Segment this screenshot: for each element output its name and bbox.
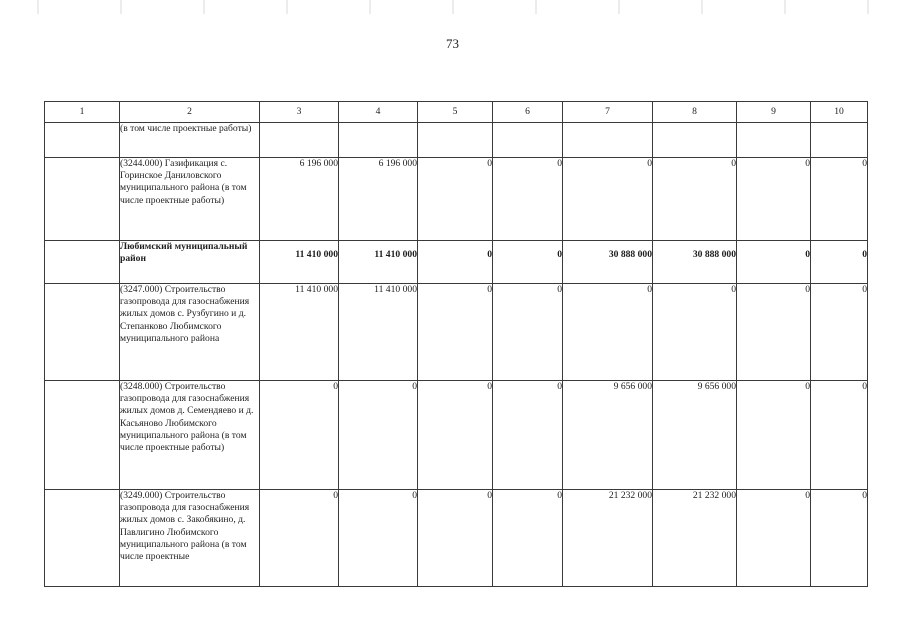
table-row-total xyxy=(45,241,868,284)
value-cell xyxy=(493,123,563,158)
table-row xyxy=(45,158,868,241)
value-cell: 0 xyxy=(653,158,737,241)
value-cell: 30 888 000 xyxy=(563,241,653,284)
value-cell: 0 xyxy=(493,241,563,284)
value-cell xyxy=(339,123,418,158)
value-cell: 9 656 000 xyxy=(563,381,653,490)
table-row xyxy=(45,284,868,381)
column-header: 7 xyxy=(563,102,653,123)
value-cell: 0 xyxy=(339,490,418,587)
value-cell: 0 xyxy=(418,490,493,587)
value-cell: 0 xyxy=(811,158,868,241)
value-cell: 0 xyxy=(737,490,811,587)
column-header: 9 xyxy=(737,102,811,123)
row-name: (3248.000) Строительство газопровода для газоснабжения жилых домов д. Семендяево и д. Касьяново Любимского муниципального района (в том числе проектные работы) xyxy=(120,381,260,490)
value-cell: 0 xyxy=(493,490,563,587)
value-cell: 0 xyxy=(418,158,493,241)
value-cell: 21 232 000 xyxy=(653,490,737,587)
table-row xyxy=(45,381,868,490)
value-cell: 6 196 000 xyxy=(339,158,418,241)
value-cell: 0 xyxy=(653,284,737,381)
value-cell: 0 xyxy=(493,284,563,381)
value-cell xyxy=(418,123,493,158)
value-cell: 6 196 000 xyxy=(260,158,339,241)
value-cell: 0 xyxy=(418,284,493,381)
value-cell: 0 xyxy=(811,241,868,284)
value-cell: 0 xyxy=(811,381,868,490)
row-name: (3247.000) Строительство газопровода для газоснабжения жилых домов с. Рузбугино и д. Степанково Любимского муниципального района xyxy=(120,284,260,381)
value-cell: 30 888 000 xyxy=(653,241,737,284)
value-cell: 0 xyxy=(563,284,653,381)
value-cell: 0 xyxy=(418,241,493,284)
row-index-cell xyxy=(45,241,120,284)
value-cell: 0 xyxy=(811,490,868,587)
page-number: 73 xyxy=(446,36,459,51)
row-index-cell xyxy=(45,123,120,158)
table-header-row xyxy=(45,102,868,123)
row-index-cell xyxy=(45,490,120,587)
value-cell: 0 xyxy=(260,490,339,587)
value-cell xyxy=(737,123,811,158)
value-cell: 11 410 000 xyxy=(339,284,418,381)
value-cell xyxy=(653,123,737,158)
column-header: 1 xyxy=(45,102,120,123)
value-cell: 11 410 000 xyxy=(260,241,339,284)
column-header: 4 xyxy=(339,102,418,123)
value-cell: 11 410 000 xyxy=(260,284,339,381)
value-cell: 9 656 000 xyxy=(653,381,737,490)
value-cell: 0 xyxy=(811,284,868,381)
value-cell: 0 xyxy=(737,158,811,241)
value-cell: 11 410 000 xyxy=(339,241,418,284)
row-name: (3249.000) Строительство газопровода для газоснабжения жилых домов с. Закобякино, д. Павлигино Любимского муниципального района (в том числе проектные xyxy=(120,490,260,587)
value-cell: 21 232 000 xyxy=(563,490,653,587)
value-cell: 0 xyxy=(737,241,811,284)
value-cell: 0 xyxy=(418,381,493,490)
row-name: Любимский муниципальный район xyxy=(120,241,260,284)
table-row xyxy=(45,490,868,587)
value-cell xyxy=(811,123,868,158)
scan-edge-noise xyxy=(0,0,905,14)
value-cell: 0 xyxy=(737,284,811,381)
value-cell: 0 xyxy=(493,381,563,490)
value-cell: 0 xyxy=(737,381,811,490)
value-cell: 0 xyxy=(493,158,563,241)
column-header: 10 xyxy=(811,102,868,123)
value-cell: 0 xyxy=(260,381,339,490)
column-header: 6 xyxy=(493,102,563,123)
value-cell xyxy=(260,123,339,158)
row-index-cell xyxy=(45,381,120,490)
column-header: 2 xyxy=(120,102,260,123)
row-index-cell xyxy=(45,284,120,381)
row-name: (3244.000) Газификация с. Горинское Даниловского муниципального района (в том числе проектные работы) xyxy=(120,158,260,241)
table-row xyxy=(45,123,868,158)
row-name: (в том числе проектные работы) xyxy=(120,123,260,158)
budget-table xyxy=(44,101,868,587)
value-cell: 0 xyxy=(339,381,418,490)
value-cell: 0 xyxy=(563,158,653,241)
column-header: 5 xyxy=(418,102,493,123)
column-header: 3 xyxy=(260,102,339,123)
row-index-cell xyxy=(45,158,120,241)
value-cell xyxy=(563,123,653,158)
column-header: 8 xyxy=(653,102,737,123)
